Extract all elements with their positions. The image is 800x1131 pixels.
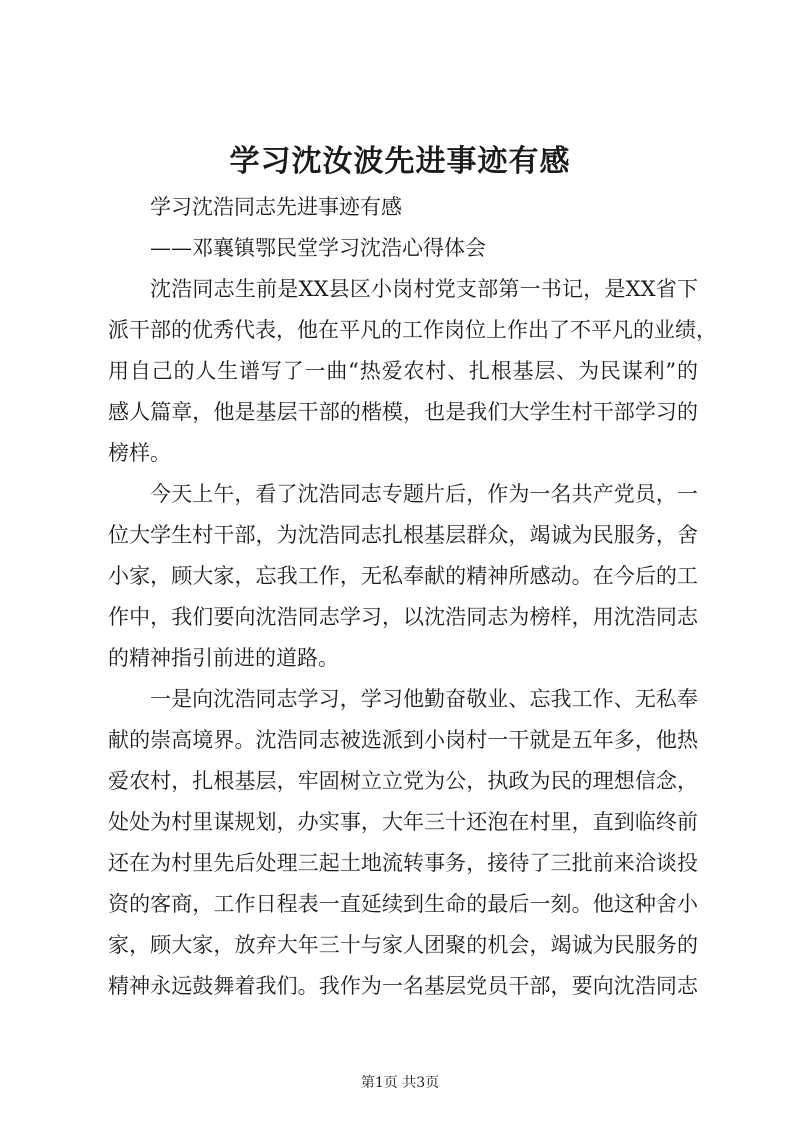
paragraph-line: 榜样。 — [108, 441, 171, 465]
paragraph-line: 沈浩同志生前是XX县区小岗村党支部第一书记，是XX省下 — [150, 277, 698, 301]
paragraph-line: 小家，顾大家，忘我工作，无私奉献的精神所感动。在今后的工 — [108, 564, 698, 588]
page-footer: 第1页 共3页 — [360, 1075, 440, 1091]
paragraph-line: 献的崇高境界。沈浩同志被选派到小岗村一干就是五年多，他热 — [108, 728, 698, 752]
paragraph-line: 还在为村里先后处理三起土地流转事务，接待了三批前来洽谈投 — [108, 851, 698, 875]
paragraph-line: 用自己的人生谱写了一曲“热爱农村、扎根基层、为民谋利”的 — [108, 359, 698, 383]
document-subtitle-secondary: ——邓襄镇鄂民堂学习沈浩心得体会 — [150, 236, 486, 260]
paragraph-line: 一是向沈浩同志学习，学习他勤奋敬业、忘我工作、无私奉 — [150, 687, 698, 711]
paragraph-line: 处处为村里谋规划，办实事，大年三十还泡在村里，直到临终前 — [108, 810, 698, 834]
paragraph-line: 今天上午，看了沈浩同志专题片后，作为一名共产党员，一 — [150, 482, 698, 506]
paragraph-line: 精神永远鼓舞着我们。我作为一名基层党员干部，要向沈浩同志 — [108, 974, 698, 998]
paragraph-line: 派干部的优秀代表，他在平凡的工作岗位上作出了不平凡的业绩， — [108, 318, 717, 342]
paragraph-line: 的精神指引前进的道路。 — [108, 646, 339, 670]
document-subtitle: 学习沈浩同志先进事迹有感 — [150, 195, 402, 219]
paragraph-line: 作中，我们要向沈浩同志学习，以沈浩同志为榜样，用沈浩同志 — [108, 605, 698, 629]
paragraph-line: 爱农村，扎根基层，牢固树立立党为公，执政为民的理想信念， — [108, 769, 698, 793]
document-title: 学习沈汝波先进事迹有感 — [229, 144, 571, 179]
paragraph-line: 资的客商，工作日程表一直延续到生命的最后一刻。他这种舍小 — [108, 892, 698, 916]
paragraph-line: 感人篇章，他是基层干部的楷模，也是我们大学生村干部学习的 — [108, 400, 698, 424]
paragraph-line: 家，顾大家，放弃大年三十与家人团聚的机会，竭诚为民服务的 — [108, 933, 698, 957]
paragraph-line: 位大学生村干部，为沈浩同志扎根基层群众，竭诚为民服务，舍 — [108, 523, 698, 547]
